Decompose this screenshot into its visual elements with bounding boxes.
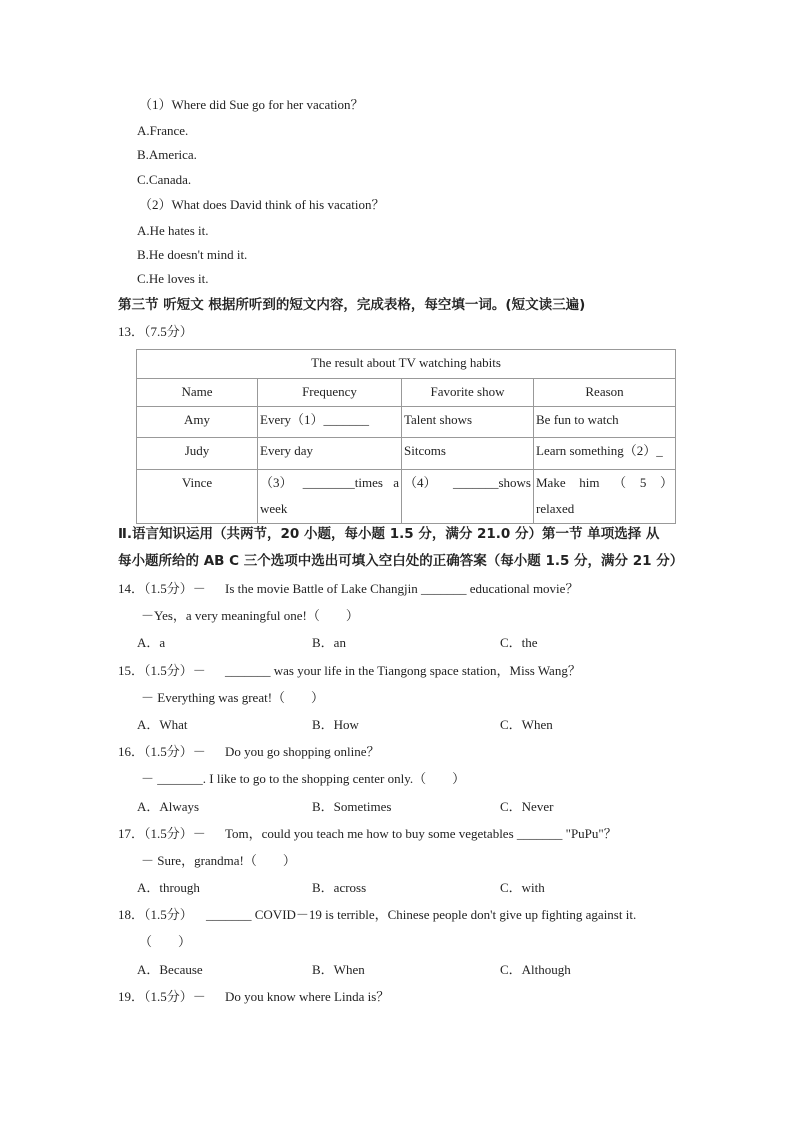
reason-part: （ [613, 475, 627, 490]
q18-option-c[interactable]: C．Although [500, 962, 571, 977]
reason-part: him [579, 475, 600, 490]
q1-option-b[interactable]: B.America. [137, 147, 197, 162]
q16-number: 16．（1.5分）－ [118, 744, 206, 759]
q18-stem: _______ COVID－19 is terrible，Chinese people don't give up fighting against it. [206, 907, 637, 922]
q18-option-a[interactable]: A．Because [137, 962, 203, 977]
reason-part: 5 [639, 475, 647, 490]
header-favorite-show: Favorite show [402, 379, 534, 407]
q16-option-b[interactable]: B．Sometimes [312, 799, 392, 814]
q2-stem: （2）What does David think of his vacation？ [139, 197, 385, 212]
frequency-part: （3） [260, 475, 293, 490]
q15-reply: － Everything was great!（ ） [141, 690, 325, 705]
q14-option-c[interactable]: C．the [500, 635, 538, 650]
frequency-part: a [393, 475, 399, 490]
q17-option-a[interactable]: A．through [137, 880, 200, 895]
q18-reply: （ ） [139, 934, 192, 949]
tv-habits-table [136, 349, 676, 524]
q17-number: 17．（1.5分）－ [118, 826, 206, 841]
cell-show: Talent shows [402, 407, 534, 438]
part2-heading-line1: Ⅱ.语言知识运用（共两节，20 小题，每小题 1.5 分，满分 21.0 分）第一节 单项选择 从 [118, 526, 660, 542]
cell-frequency: Every day [258, 438, 402, 470]
q15-option-a[interactable]: A．What [137, 717, 188, 732]
reason-part: Make [536, 475, 566, 490]
q14-number: 14．（1.5分）－ [118, 581, 206, 596]
q15-number: 15．（1.5分）－ [118, 663, 206, 678]
q19-stem: Do you know where Linda is？ [225, 989, 390, 1004]
cell-show: Sitcoms [402, 438, 534, 470]
q17-reply: － Sure，grandma!（ ） [141, 853, 296, 868]
cell-name: Vince [137, 470, 258, 524]
q14-option-a[interactable]: A．a [137, 635, 166, 650]
cell-frequency[interactable]: Every（1）_______ [258, 407, 402, 438]
q17-stem: Tom，could you teach me how to buy some vegetables _______ "PuPu"？ [225, 826, 617, 841]
cell-name: Amy [137, 407, 258, 438]
q15-stem: _______ was your life in the Tiangong space station，Miss Wang？ [225, 663, 581, 678]
show-part: _______shows [452, 475, 531, 490]
show-part: （4） [404, 475, 437, 490]
table-row-vince [137, 470, 676, 524]
cell-reason: Be fun to watch [534, 407, 676, 438]
q14-option-b[interactable]: B．an [312, 635, 346, 650]
q2-option-b[interactable]: B.He doesn't mind it. [137, 247, 248, 262]
q1-stem: （1）Where did Sue go for her vacation？ [139, 97, 364, 112]
header-frequency: Frequency [258, 379, 402, 407]
q15-option-b[interactable]: B．How [312, 717, 359, 732]
q16-stem: Do you go shopping online？ [225, 744, 380, 759]
q16-option-a[interactable]: A．Always [137, 799, 200, 814]
cell-name: Judy [137, 438, 258, 470]
q1-option-c[interactable]: C.Canada. [137, 172, 192, 187]
q2-option-a[interactable]: A.He hates it. [137, 223, 209, 238]
q15-option-c[interactable]: C．When [500, 717, 553, 732]
section3-heading: 第三节 听短文 根据所听到的短文内容，完成表格，每空填一词。(短文读三遍) [118, 297, 586, 313]
cell-reason[interactable]: Learn something（2）_ [534, 438, 676, 470]
q19-number: 19．（1.5分）－ [118, 989, 206, 1004]
cell-frequency[interactable] [258, 470, 402, 524]
q1-option-a[interactable]: A.France. [137, 123, 189, 138]
reason-part: ） [659, 475, 673, 490]
header-reason: Reason [534, 379, 676, 407]
cell-show[interactable] [402, 470, 534, 524]
q14-reply: －Yes，a very meaningful one!（ ） [141, 608, 359, 623]
q16-option-c[interactable]: C．Never [500, 799, 554, 814]
q18-number: 18．（1.5分） [118, 907, 193, 922]
q18-option-b[interactable]: B．When [312, 962, 365, 977]
table-row-judy [137, 438, 676, 470]
q16-reply: － _______. I like to go to the shopping center only.（ ） [141, 771, 466, 786]
cell-reason[interactable] [534, 470, 676, 524]
frequency-part: ________times [302, 475, 383, 490]
q17-option-b[interactable]: B．across [312, 880, 367, 895]
reason-part: relaxed [536, 501, 575, 516]
q2-option-c[interactable]: C.He loves it. [137, 271, 209, 286]
q14-stem: Is the movie Battle of Lake Changjin _______ educational movie？ [225, 581, 579, 596]
header-name: Name [137, 379, 258, 407]
q17-option-c[interactable]: C．with [500, 880, 545, 895]
frequency-part: week [260, 501, 288, 516]
table-title: The result about TV watching habits [137, 350, 676, 379]
q13-number: 13．（7.5分） [118, 324, 193, 339]
part2-heading-line2: 每小题所给的 AB C 三个选项中选出可填入空白处的正确答案（每小题 1.5 分，满分 21 分） [118, 553, 684, 569]
table-row-amy [137, 407, 676, 438]
